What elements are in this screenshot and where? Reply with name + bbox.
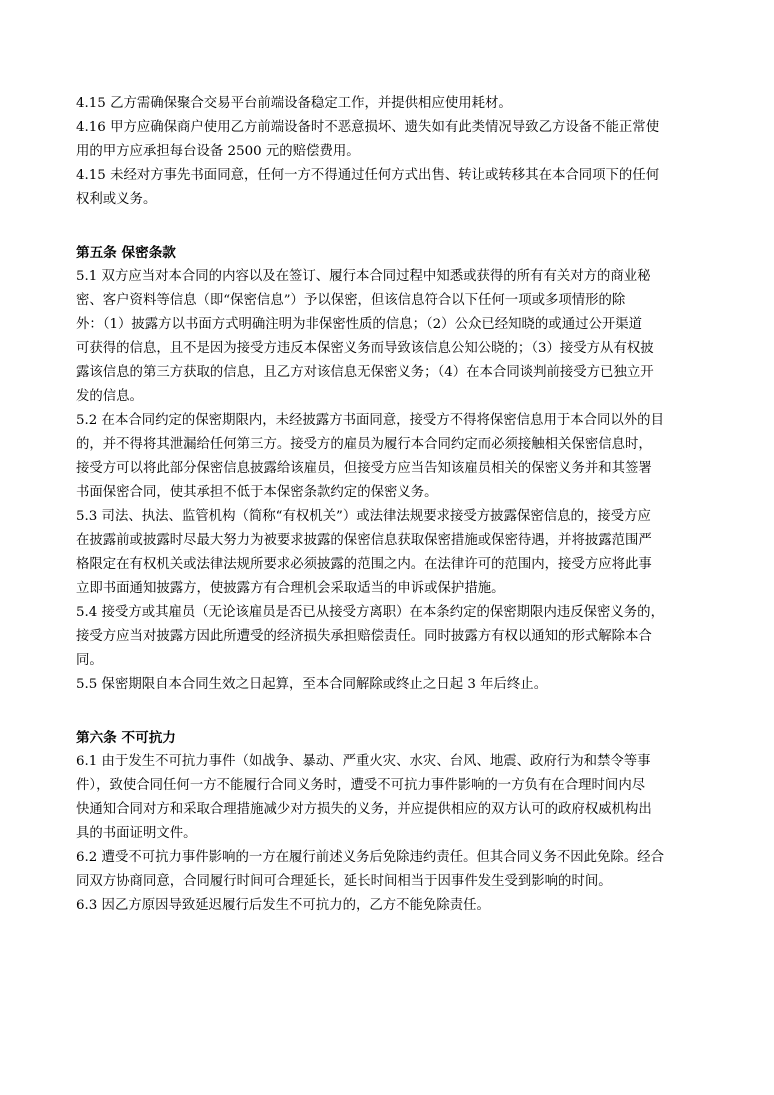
clause-line: 立即书面通知披露方，使披露方有合理机会采取适当的申诉或保护措施。 [76,581,505,596]
clause-line: 5.2 在本合同约定的保密期限内，未经披露方书面同意，接受方不得将保密信息用于本合同以外的目 [76,413,664,428]
clause-line: 件），致使合同任何一方不能履行合同义务时，遭受不可抗力事件影响的一方负有在合理时间内尽 [76,778,646,793]
clause-paragraph [76,673,700,697]
clause-paragraph [76,894,700,918]
clause-paragraph [76,164,700,212]
clause-line: 快通知合同对方和采取合理措施减少对方损失的义务，并应提供相应的双方认可的政府权威机构出 [76,802,652,817]
clause-line: 5.3 司法、执法、监管机构（简称“有权机关”）或法律法规要求接受方披露保密信息的，接受方应 [76,509,651,524]
clause-paragraph [76,505,700,601]
clause-line: 权利或义务。 [76,192,157,207]
clause-line: 接受方可以将此部分保密信息披露给该雇员，但接受方应当告知该雇员相关的保密义务并和其签署 [76,461,652,476]
clause-line: 格限定在有权机关或法律法规所要求必须披露的范围之内。在法律许可的范围内，接受方应将此事 [76,557,652,572]
clause-paragraph [76,409,700,505]
clause-line: 发的信息。 [76,389,143,404]
clause-line: 书面保密合同，使其承担不低于本保密条款约定的保密义务。 [76,485,438,500]
clause-line: 4.15 乙方需确保聚合交易平台前端设备稳定工作，并提供相应使用耗材。 [76,96,512,111]
clause-line: 5.1 双方应当对本合同的内容以及在签订、履行本合同过程中知悉或获得的所有有关对方的商业秘 [76,269,651,284]
clause-line: 露该信息的第三方获取的信息，且乙方对该信息无保密义务；（4）在本合同谈判前接受方已独立开 [76,365,654,380]
section-spacer [76,697,700,726]
clause-line: 外：（1）披露方以书面方式明确注明为非保密性质的信息；（2）公众已经知晓的或通过公开渠道 [76,317,643,332]
clause-line: 用的甲方应承担每台设备 2500 元的赔偿费用。 [76,144,360,159]
clause-paragraph [76,601,700,673]
clause-line: 同双方协商同意，合同履行时间可合理延长，延长时间相当于因事件发生受到影响的时间。 [76,874,612,889]
section-heading-text: 第六条 不可抗力 [76,730,176,746]
clause-line: 5.4 接受方或其雇员（无论该雇员是否已从接受方离职）在本条约定的保密期限内违反保密义务的， [76,605,664,620]
clause-line: 同。 [76,653,103,668]
clause-paragraph [76,116,700,164]
clause-line: 的，并不得将其泄漏给任何第三方。接受方的雇员为履行本合同约定而必须接触相关保密信息时， [76,437,652,452]
clause-line: 接受方应当对披露方因此所遭受的经济损失承担赔偿责任。同时披露方有权以通知的形式解除本合 [76,629,652,644]
clause-line: 4.15 未经对方事先书面同意，任何一方不得通过任何方式出售、转让或转移其在本合同项下的任何 [76,168,660,183]
clause-paragraph [76,846,700,894]
clause-paragraph [76,92,700,116]
clause-line: 6.1 由于发生不可抗力事件（如战争、暴动、严重火灾、水灾、台风、地震、政府行为和禁令等事 [76,754,651,769]
clause-paragraph [76,265,700,409]
section-spacer [76,212,700,241]
section-heading [76,241,700,265]
clause-line: 4.16 甲方应确保商户使用乙方前端设备时不恶意损坏、遗失如有此类情况导致乙方设备不能正常使 [76,120,660,135]
clause-line: 在披露前或披露时尽最大努力为被要求披露的保密信息获取保密措施或保密待遇，并将披露范围严 [76,533,652,548]
clause-line: 具的书面证明文件。 [76,826,197,841]
clause-line: 6.3 因乙方原因导致延迟履行后发生不可抗力的，乙方不能免除责任。 [76,898,490,913]
clause-line: 5.5 保密期限自本合同生效之日起算，至本合同解除或终止之日起 3 年后终止。 [76,677,548,692]
clause-line: 6.2 遭受不可抗力事件影响的一方在履行前述义务后免除违约责任。但其合同义务不因此免除。经合 [76,850,664,865]
clause-line: 密、客户资料等信息（即“保密信息”）予以保密，但该信息符合以下任何一项或多项情形的除 [76,293,626,308]
document-body [76,92,700,918]
section-heading-text: 第五条 保密条款 [76,245,176,261]
clause-line: 可获得的信息，且不是因为接受方违反本保密义务而导致该信息公知公晓的；（3）接受方从有权披 [76,341,654,356]
clause-paragraph [76,750,700,846]
section-heading [76,726,700,750]
